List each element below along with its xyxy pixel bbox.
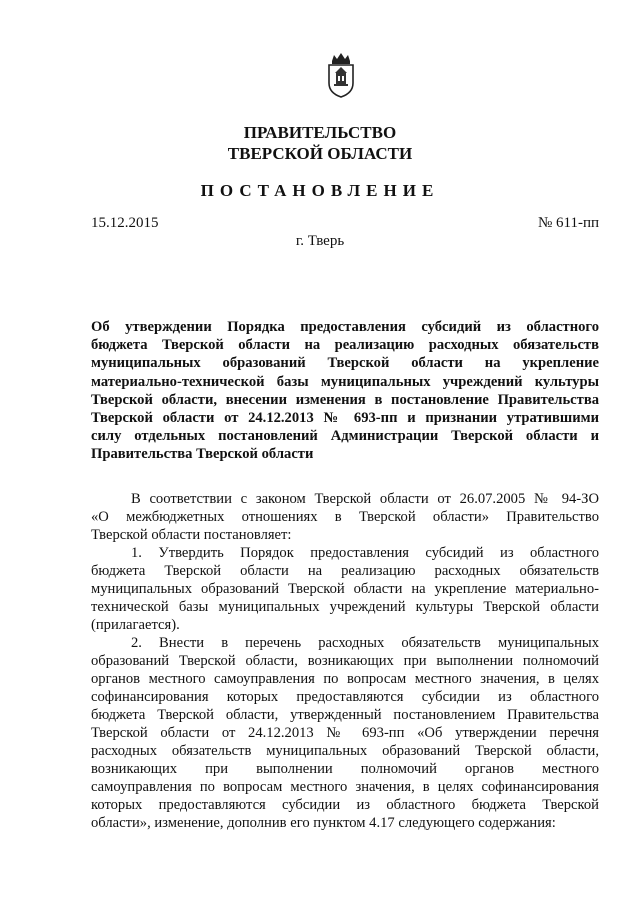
body-line: (прилагается). [91, 617, 180, 633]
body-line: Тверской области от 24.12.2013 № 693-пп «Об утверждении перечня [91, 725, 599, 741]
title-line: Тверской области, внесении изменения в постановление Правительства [91, 391, 599, 408]
body-line: возникающих при выполнении полномочий органов местного [91, 761, 599, 777]
body-line: самоуправления по вопросам местного значения, в целях софинансирования [91, 779, 599, 795]
document-type: ПОСТАНОВЛЕНИЕ [200, 181, 440, 200]
document-place: г. Тверь [295, 233, 345, 249]
body-line: Тверской области постановляет: [91, 527, 292, 543]
org-name-line-2: ТВЕРСКОЙ ОБЛАСТИ [227, 144, 413, 163]
body-line: бюджета Тверской области на реализацию расходных обязательств [91, 563, 599, 579]
title-line: Об утверждении Порядка предоставления субсидий из областного [91, 319, 599, 335]
document-date: 15.12.2015 [91, 215, 159, 231]
title-line: муниципальных образований Тверской области на укрепление [91, 355, 599, 372]
body-line: бюджета Тверской области, утвержденный постановлением Правительства [91, 707, 599, 723]
body-line: муниципальных образований Тверской области на укрепление материально- [91, 581, 599, 597]
coat-of-arms-icon [326, 52, 356, 98]
body-line: образований Тверской области, возникающих при выполнении полномочий [91, 653, 599, 669]
org-name-line-1: ПРАВИТЕЛЬСТВО [243, 123, 397, 142]
title-line: бюджета Тверской области на реализацию расходных обязательств [91, 337, 599, 354]
title-line: Правительства Тверской области [91, 446, 314, 463]
body-line: В соответствии с законом Тверской области от 26.07.2005 № 94-ЗО [131, 491, 599, 507]
body-line: 1. Утвердить Порядок предоставления субсидий из областного [131, 545, 599, 561]
item-1-paragraph [91, 544, 599, 634]
title-line: материально-технической базы муниципальных учреждений культуры [91, 373, 599, 390]
body-line: технической базы муниципальных учреждений культуры Тверской области [91, 599, 599, 615]
document-body [91, 490, 599, 832]
document-number: № 611-пп [537, 215, 599, 231]
body-line: области», изменение, дополнив его пунктом 4.17 следующего содержания: [91, 815, 556, 831]
body-line: «О межбюджетных отношениях в Тверской области» Правительство [91, 509, 599, 525]
body-line: расходных обязательств муниципальных образований Тверской области, [91, 743, 599, 759]
document-title [91, 318, 599, 464]
body-line: софинансирования которых предоставляются субсидии из областного [91, 689, 599, 705]
title-line: силу отдельных постановлений Администрации Тверской области и [91, 428, 599, 445]
preamble-paragraph [91, 490, 599, 544]
title-line: Тверской области от 24.12.2013 № 693-пп и признании утратившими [91, 410, 599, 427]
body-line: 2. Внести в перечень расходных обязательств муниципальных [131, 635, 599, 651]
item-2-paragraph [91, 634, 599, 832]
body-line: органов местного самоуправления по вопросам местного значения, в целях [91, 671, 599, 687]
body-line: которых предоставляются субсидии из областного бюджета Тверской [91, 797, 599, 813]
